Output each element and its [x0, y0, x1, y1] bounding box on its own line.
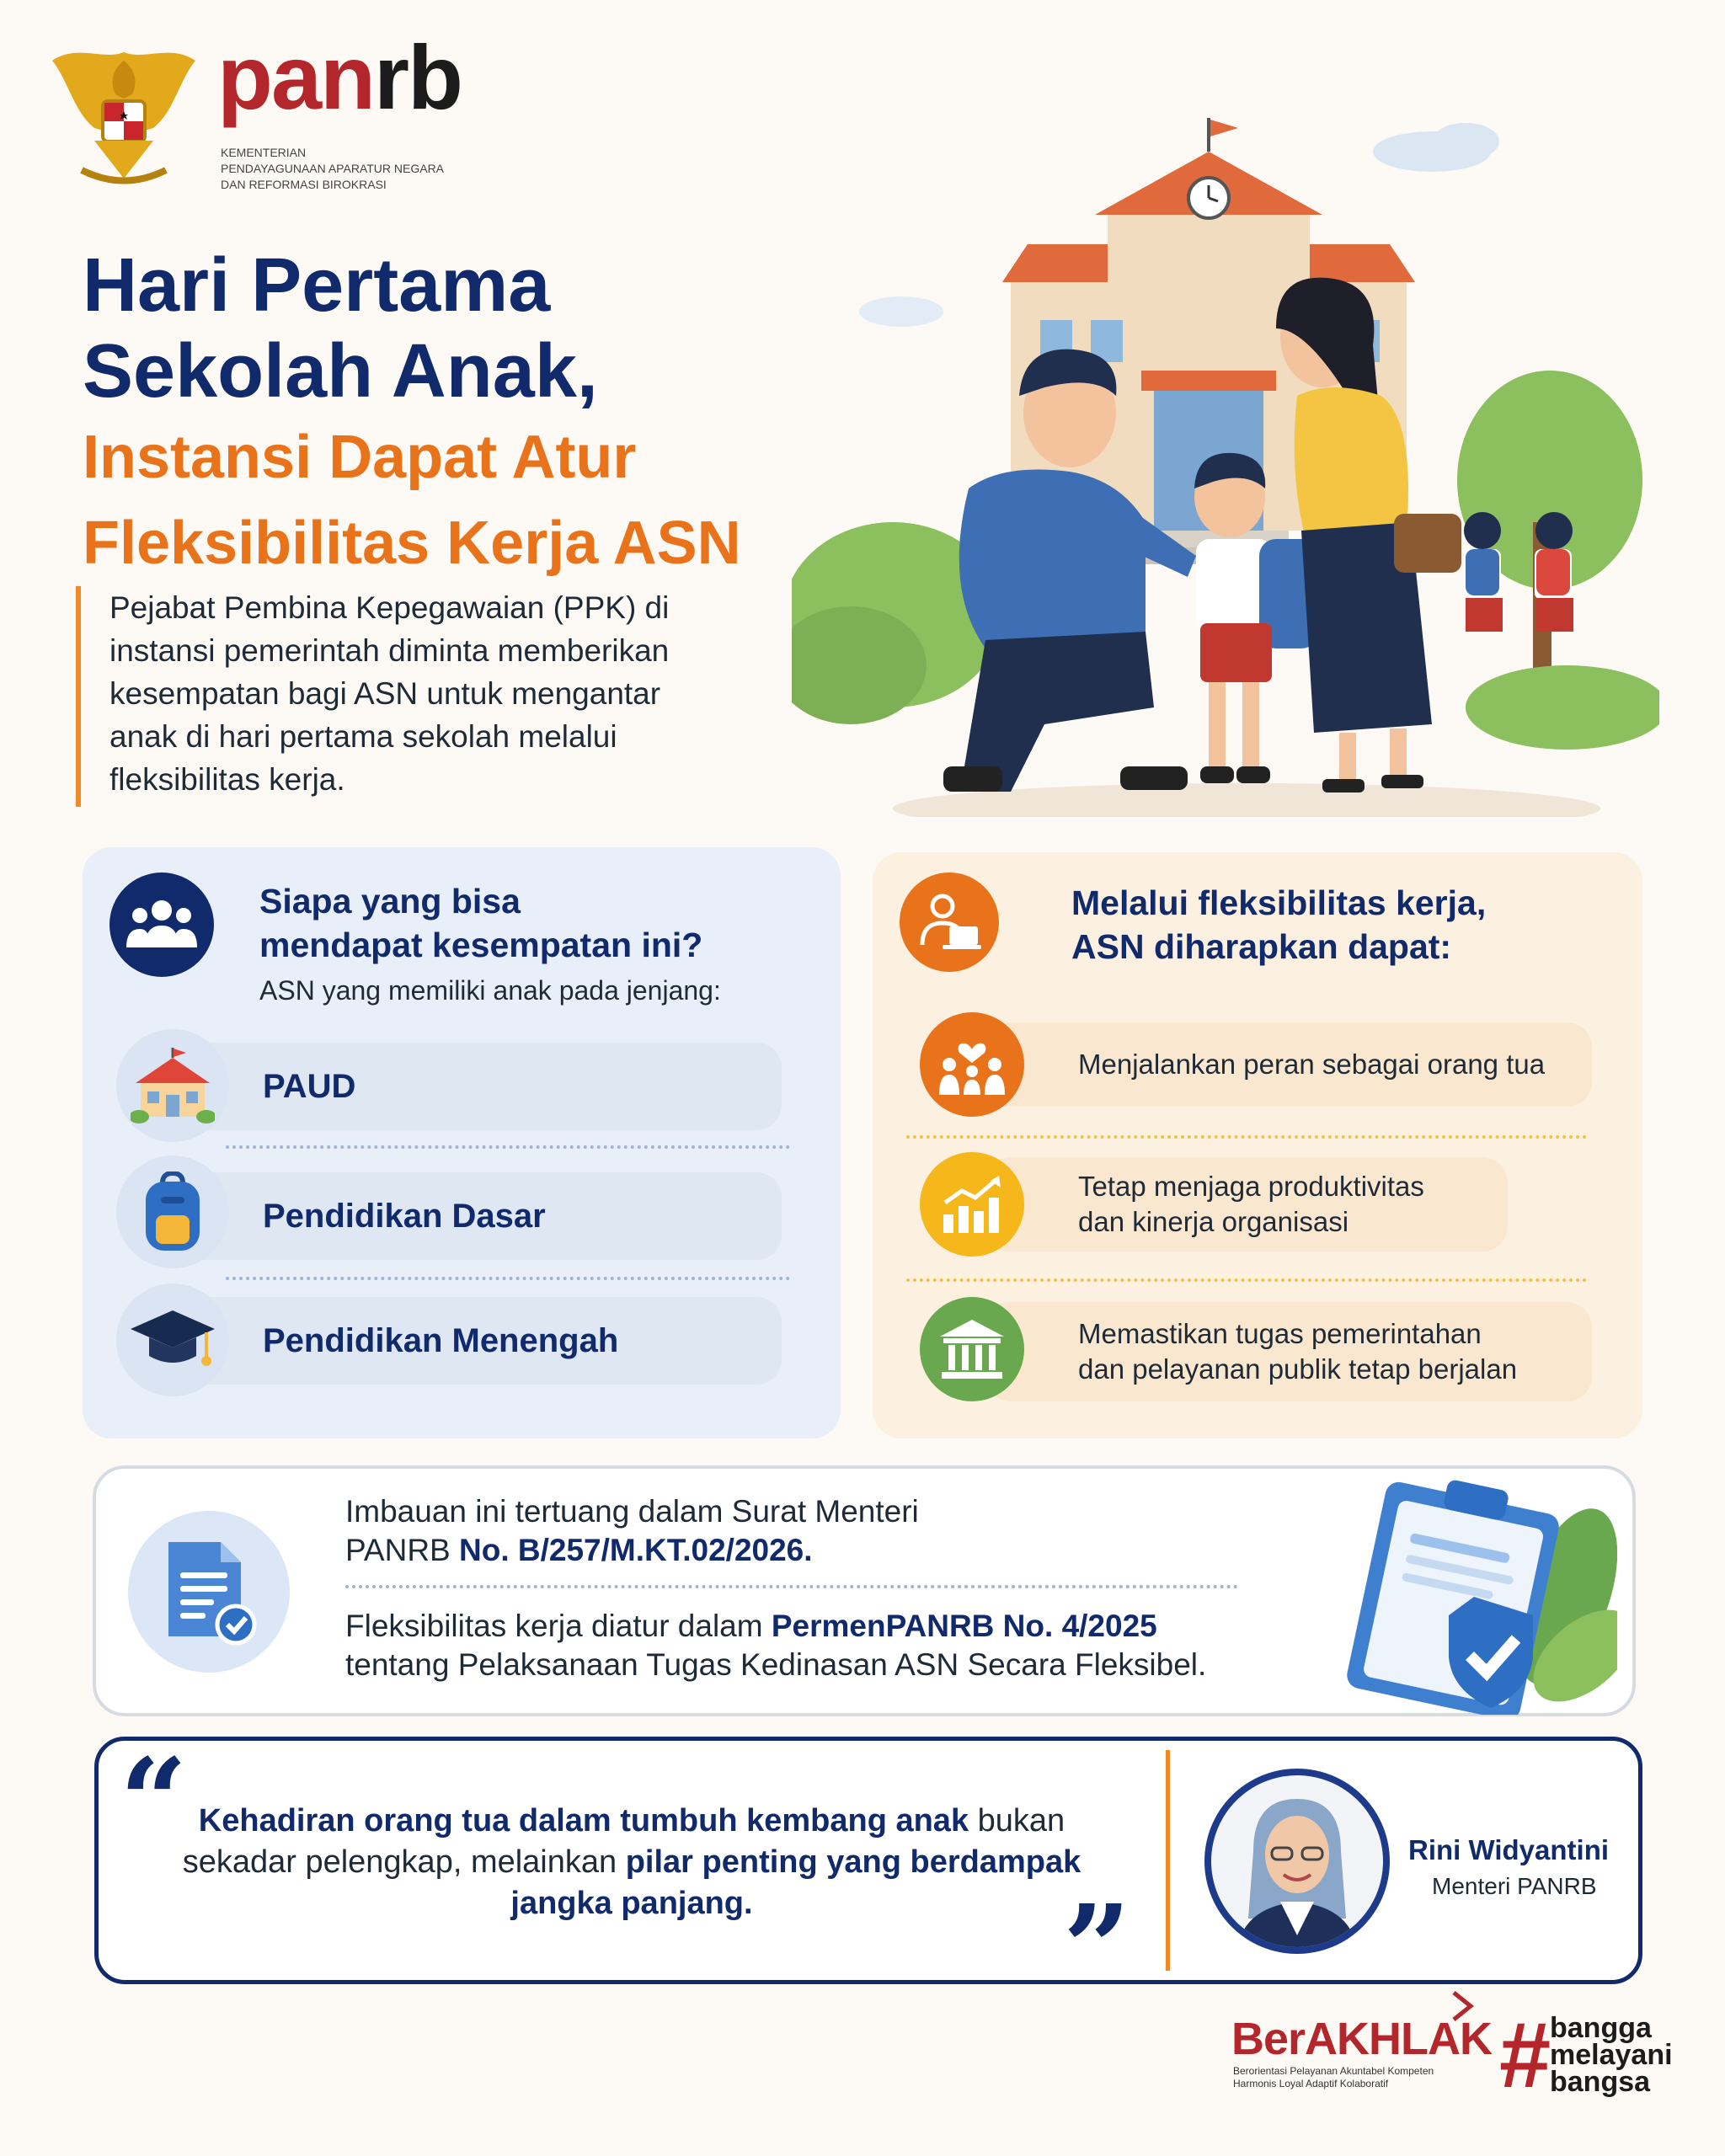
people-group-icon [109, 873, 214, 977]
rule-number: PermenPANRB No. 4/2025 [771, 1609, 1157, 1643]
regulation-line [345, 1607, 1322, 1646]
divider [906, 1135, 1587, 1139]
benefit-line: Tetap menjaga produktivitas [1078, 1171, 1424, 1202]
logo-text-pan: pan [217, 26, 375, 128]
quote-plain: bukan [969, 1803, 1065, 1838]
ministry-line: KEMENTERIAN [221, 146, 307, 159]
growth-chart-icon [920, 1152, 1024, 1257]
level-item-paud [167, 1043, 782, 1130]
regulation-text: PANRB [345, 1533, 460, 1567]
regulation-rule-text [345, 1607, 1322, 1684]
lead-line: kesempatan bagi ASN untuk mengantar [109, 676, 661, 711]
level-label: Pendidikan Menengah [263, 1321, 619, 1359]
quote-emphasis: pilar penting yang berdampak [625, 1844, 1081, 1880]
quote-plain: sekadar pelengkap, melainkan [182, 1844, 626, 1880]
lead-line: anak di hari pertama sekolah melalui [109, 719, 617, 754]
regulation-text: Fleksibilitas kerja diatur dalam [345, 1609, 772, 1643]
regulation-line: tentang Pelaksanaan Tugas Kedinasan ASN Secara Fleksibel. [345, 1647, 1207, 1682]
level-label: Pendidikan Dasar [263, 1197, 546, 1235]
benefit-line: dan pelayanan publik tetap berjalan [1078, 1353, 1518, 1385]
berakhlak-tagline [1233, 2065, 1511, 2090]
quote-line [135, 1883, 1129, 1924]
benefits-title [1071, 881, 1627, 969]
graduation-cap-icon [116, 1283, 229, 1396]
benefit-line: dan kinerja organisasi [1078, 1206, 1349, 1237]
open-quote-mark: “ [120, 1733, 188, 1871]
bangga-melayani-bangsa-logo [1550, 2012, 1673, 2098]
quote-line [135, 1842, 1129, 1883]
quote-line [135, 1801, 1129, 1842]
letter-number: No. B/257/M.KT.02/2026. [459, 1533, 813, 1567]
quote-divider [1166, 1750, 1170, 1971]
benefit-item [985, 1022, 1592, 1107]
divider [226, 1145, 790, 1149]
benefit-line: Memastikan tugas pemerintahan [1078, 1318, 1482, 1349]
title-line-3: Instansi Dapat Atur [83, 424, 637, 491]
lead-paragraph [76, 586, 809, 807]
quote-emphasis: Kehadiran orang tua dalam tumbuh kembang anak [198, 1803, 969, 1838]
benefit-item [985, 1157, 1508, 1251]
page-title [83, 243, 841, 586]
benefit-item [985, 1302, 1592, 1401]
ministry-name [221, 145, 490, 193]
who-subtitle: ASN yang memiliki anak pada jenjang: [259, 975, 721, 1006]
level-item-pendidikan-menengah [167, 1297, 782, 1385]
person-laptop-icon [900, 873, 999, 972]
who-title-line: Siapa yang bisa [259, 882, 521, 921]
close-quote-mark: ” [1063, 1880, 1131, 2018]
tagline-word: bangsa [1550, 2066, 1651, 2098]
lead-line: instansi pemerintah diminta memberikan [109, 633, 670, 668]
berakhlak-tagline-line: Berorientasi Pelayanan Akuntabel Kompeten [1233, 2065, 1434, 2077]
berakhlak-logo: BerAKHLAK [1231, 2014, 1493, 2064]
level-label: PAUD [263, 1067, 356, 1105]
level-item-pendidikan-dasar [167, 1172, 782, 1260]
title-line-1: Hari Pertama [83, 243, 551, 328]
speaker-portrait [1203, 1767, 1391, 1956]
title-line-2: Sekolah Anak, [83, 329, 598, 414]
benefit-line: Menjalankan peran sebagai orang tua [1078, 1049, 1546, 1080]
benefits-title-line: ASN diharapkan dapat: [1071, 927, 1452, 966]
ministry-line: PENDAYAGUNAAN APARATUR NEGARA [221, 162, 445, 175]
lead-line: Pejabat Pembina Kepegawaian (PPK) di [109, 590, 670, 625]
berakhlak-tagline-line: Harmonis Loyal Adaptif Kolaboratif [1233, 2078, 1389, 2089]
tagline-word: melayani [1550, 2039, 1673, 2071]
government-building-icon [920, 1297, 1024, 1401]
speaker-role: Menteri PANRB [1432, 1873, 1597, 1899]
regulation-letter-text [345, 1492, 1272, 1570]
who-title-line: mendapat kesempatan ini? [259, 926, 703, 964]
divider [226, 1277, 790, 1280]
lead-line: fleksibilitas kerja. [109, 762, 345, 797]
logo-text-rb: rb [374, 26, 462, 128]
tagline-word: bangga [1550, 2012, 1652, 2044]
parents-school-illustration [792, 118, 1659, 817]
regulation-line: Imbauan ini tertuang dalam Surat Menteri [345, 1494, 919, 1529]
quote-text [135, 1801, 1129, 1924]
quote-emphasis: jangka panjang. [510, 1886, 753, 1921]
backpack-icon [116, 1155, 229, 1268]
who-title [259, 879, 815, 967]
garuda-pancasila-emblem-icon [44, 35, 204, 195]
regulation-line [345, 1531, 1272, 1570]
speaker-name: Rini Widyantini [1408, 1834, 1610, 1865]
benefits-title-line: Melalui fleksibilitas kerja, [1071, 883, 1487, 922]
hashtag-symbol: # [1499, 2004, 1551, 2107]
divider [906, 1278, 1587, 1282]
family-heart-icon [920, 1012, 1024, 1117]
divider [345, 1585, 1238, 1588]
school-building-icon [116, 1029, 229, 1142]
title-line-4: Fleksibilitas Kerja ASN [83, 510, 741, 577]
document-check-icon [128, 1511, 290, 1673]
clipboard-shield-icon [1331, 1470, 1617, 1715]
panrb-logo [217, 26, 462, 128]
ministry-line: DAN REFORMASI BIROKRASI [221, 178, 387, 191]
